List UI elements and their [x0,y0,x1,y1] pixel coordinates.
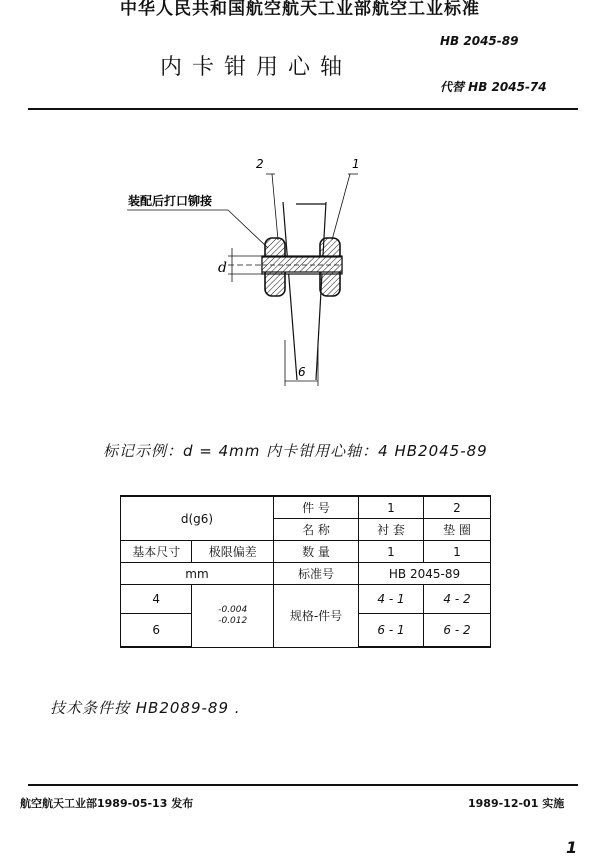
qty-label: 数 量 [274,541,359,563]
std-no-label: 标准号 [274,563,359,585]
name-label: 名 称 [274,519,359,541]
part-no-1: 1 [359,496,424,519]
deviation-label: 极限偏差 [192,541,274,563]
qty-2: 1 [424,541,491,563]
header-rule [28,108,578,110]
tech-conditions: 技术条件按 HB2089-89 . [50,699,241,717]
dev-lower: -0.012 [218,615,248,626]
spec-label: 规格-件号 [274,585,359,648]
technical-drawing [0,130,600,400]
code-4-1: 4 - 1 [359,585,424,614]
dev-upper: -0.004 [218,604,248,615]
part-no-2: 2 [424,496,491,519]
part-no-label: 件 号 [274,496,359,519]
code-6-1: 6 - 1 [359,614,424,648]
leader-2 [272,174,278,240]
table-row [121,541,491,563]
code-4-2: 4 - 2 [424,585,491,614]
standard-title: 中华人民共和国航空航天工业部航空工业标准 [120,0,480,19]
unit: mm [121,563,274,585]
size-6: 6 [121,614,192,648]
leader-1 [332,174,350,240]
table-row [121,585,491,614]
callout-2: 2 [256,157,264,171]
dim-6-label: 6 [298,365,306,379]
name-1: 衬 套 [359,519,424,541]
issued-date: 航空航天工业部1989-05-13 发布 [20,797,194,810]
table-row [121,496,491,519]
document-title: 内卡钳用心轴 [160,55,353,80]
tolerance [192,585,274,648]
marking-example: 标记示例：d = 4mm 内卡钳用心轴：4 HB2045-89 [103,442,488,460]
code-6-2: 6 - 2 [424,614,491,648]
size-4: 4 [121,585,192,614]
page-number: 1 [566,838,578,857]
implemented-date: 1989-12-01 实施 [468,797,565,810]
basic-size-label: 基本尺寸 [121,541,192,563]
callout-1: 1 [352,157,360,171]
assembly-note: 装配后打口铆接 [128,194,213,208]
qty-1: 1 [359,541,424,563]
std-no-value: HB 2045-89 [359,563,491,585]
dim-d-label: d [218,260,227,276]
standard-number: HB 2045-89 [440,34,519,48]
footer-rule [28,784,578,786]
name-2: 垫 圈 [424,519,491,541]
leader-note [228,210,268,248]
replaces-standard: 代替 HB 2045-74 [440,80,547,94]
table-row [121,563,491,585]
spec-table [120,495,491,648]
d-label: d(g6) [121,496,274,541]
